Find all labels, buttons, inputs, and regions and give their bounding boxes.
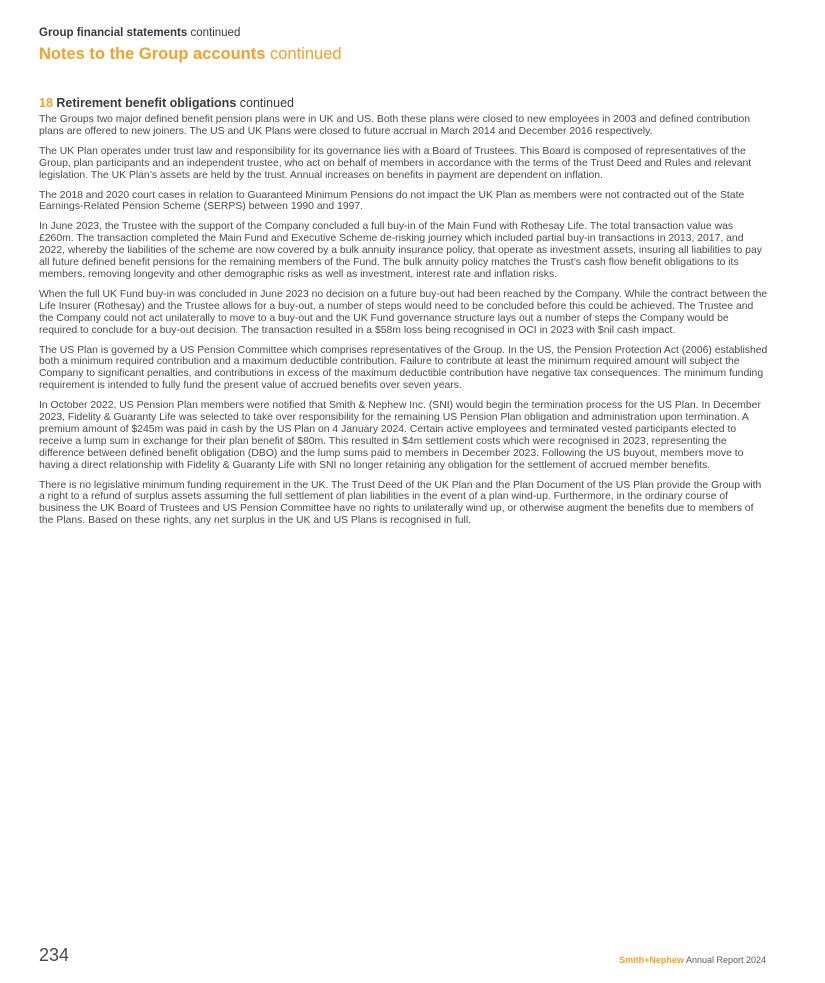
paragraph: There is no legislative minimum funding requirement in the UK. The Trust Deed of the UK Plan and the Plan Document of the US Plan provide the Group with a right to a refund of surplus assets assuming the full settlement of plan liabilities in the event of a plan wind-up. Furthermore, in the ordinary course of business the UK Board of Trustees and US Pension Committee have no rights to unilaterally wind up, or otherwise augment the benefits due to members of the Plans. Based on these rights, any net surplus in the UK and US Plans is recognised in full.	[39, 479, 762, 527]
brand-logo-text: Smith+Nephew	[619, 955, 684, 965]
paragraph: The US Plan is governed by a US Pension Committee which comprises representatives of the Group. In the US, the Pension Protection Act (2006) established both a minimum required contribution and a maximum deductible contribution. Failure to contribute at least the minimum required amount will subject the Company to significant penalties, and contributions in excess of the maximum deductible contribution have negative tax consequences. The minimum funding requirement is intended to fully fund the present value of accrued benefits over seven years.	[39, 344, 768, 392]
paragraph: When the full UK Fund buy-in was concluded in June 2023 no decision on a future buy-out had been reached by the Company. While the contract between the Life Insurer (Rothesay) and the Trustee allows for a buy-out, a number of steps would need to be concluded before this could be achieved. The Trustee and the Company could not act unilaterally to move to a buy-out and the UK Fund governance structure lays out a number of steps the Company would be required to conclude for a buy-out decision. The transaction resulted in a $58m loss being recognised in OCI in 2023 with $nil cash impact.	[39, 288, 768, 336]
note-heading	[39, 96, 294, 110]
note-title: Retirement benefit obligations	[56, 96, 237, 110]
page-title	[39, 45, 342, 64]
page-title-text: Notes to the Group accounts	[39, 45, 266, 63]
note-continued: continued	[239, 96, 294, 110]
paragraph: The UK Plan operates under trust law and responsibility for its governance lies with a Board of Trustees. This Board is composed of representatives of the Group, plan participants and an independent trustee, who act on behalf of members in accordance with the terms of the Trust Deed and Rules and relevant legislation. The UK Plan’s assets are held by the trust. Annual increases on benefits in payment are dependent on inflation.	[39, 145, 752, 181]
paragraph: In June 2023, the Trustee with the support of the Company concluded a full buy-in of the Main Fund with Rothesay Life. The total transaction value was £260m. The transaction completed the Main Fund and Executive Scheme de-risking journey which included partial buy-in transactions in 2013, 2017, and 2022, whereby the liabilities of the scheme are now covered by a bulk annuity insurance policy, that operate as investment assets, insuring all liabilities to pay all future defined benefit pensions for the remaining members of the Fund. The bulk annuity policy matches the Trust’s cash flow benefit obligations to its members, removing longevity and other demographic risks as well as investment, interest rate and inflation risks.	[39, 221, 762, 280]
note-number: 18	[39, 96, 53, 110]
running-header-continued: continued	[190, 27, 241, 39]
page-title-continued: continued	[270, 45, 342, 63]
paragraph: The 2018 and 2020 court cases in relation to Guaranteed Minimum Pensions do not impact the UK Plan as members were not contracted out of the State Earnings-Related Pension Scheme (SERPS) between 1990 and 1997.	[39, 189, 745, 213]
note-body	[39, 114, 768, 535]
footer	[619, 955, 766, 965]
report-name: Annual Report 2024	[685, 955, 766, 965]
page-number: 234	[39, 945, 70, 965]
paragraph: The Groups two major defined benefit pension plans were in UK and US. Both these plans were closed to new employees in 2003 and defined contribution plans are offered to new joiners. The US and UK Plans were closed to future accrual in March 2014 and December 2016 respectively.	[39, 114, 751, 137]
page	[39, 0, 769, 983]
running-header-title: Group financial statements	[39, 27, 188, 39]
paragraph: In October 2022, US Pension Plan members were notified that Smith & Nephew Inc. (SNI) would begin the termination process for the US Plan. In December 2023, Fidelity & Guaranty Life was selected to take over responsibility for the remaining US Pension Plan obligation and administration upon termination. A premium amount of $245m was paid in cash by the US Plan on 4 January 2024. Certain active employees and terminated vested participants elected to receive a lump sum in exchange for their plan benefit of $80m. This resulted in $4m settlement costs which were recognised in 2023, representing the difference between defined benefit obligation (DBO) and the lump sums paid to members in December 2023. Following the US buyout, members move to having a direct relationship with Fidelity & Guaranty Life with SNI no longer retaining any obligation for the settlement of accrued member benefits.	[39, 400, 761, 471]
running-header	[39, 27, 240, 39]
